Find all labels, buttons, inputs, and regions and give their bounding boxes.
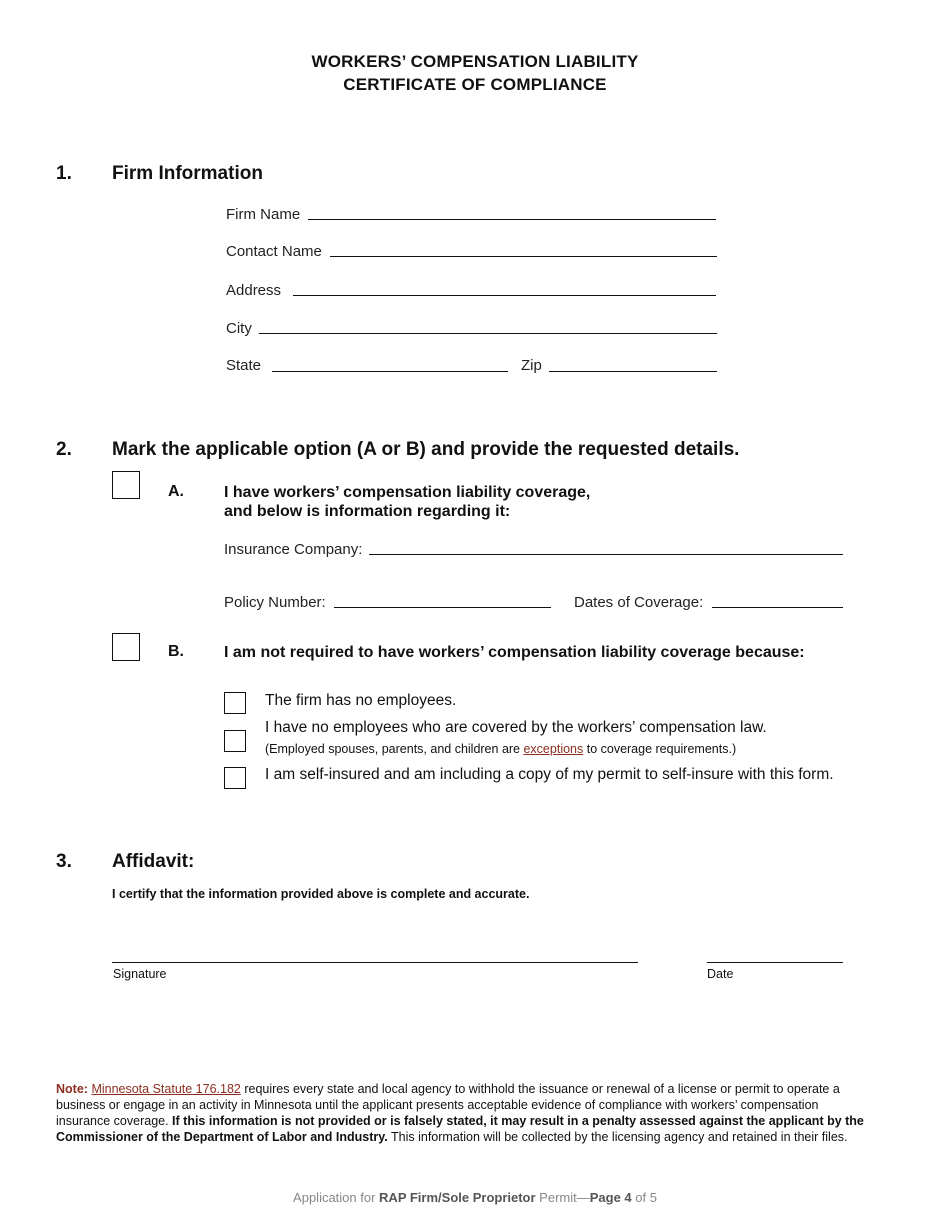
state-field[interactable] bbox=[272, 371, 508, 372]
reason-3-text: I am self-insured and am including a copy of my permit to self-insure with this form. bbox=[265, 766, 834, 783]
section-3-number: 3. bbox=[56, 851, 72, 872]
section-2-number: 2. bbox=[56, 439, 72, 460]
footer-post: of 5 bbox=[631, 1190, 657, 1205]
date-label: Date bbox=[707, 967, 734, 981]
option-a-text bbox=[224, 483, 590, 521]
statute-link[interactable]: Minnesota Statute 176.182 bbox=[91, 1082, 241, 1096]
signature-label: Signature bbox=[113, 967, 167, 981]
title-line-1: WORKERS’ COMPENSATION LIABILITY bbox=[311, 52, 639, 71]
city-label: City bbox=[226, 320, 252, 337]
date-field[interactable] bbox=[707, 962, 843, 963]
reason-2-checkbox[interactable] bbox=[224, 730, 246, 752]
reason-2-note bbox=[265, 742, 736, 756]
dates-of-coverage-field[interactable] bbox=[712, 607, 843, 608]
certify-text: I certify that the information provided above is complete and accurate. bbox=[112, 887, 530, 901]
insurance-company-label: Insurance Company: bbox=[224, 541, 363, 558]
option-a-text-line-2: and below is information regarding it: bbox=[224, 503, 511, 520]
address-label: Address bbox=[226, 282, 282, 299]
note-text-2: This information will be collected by the licensing agency and retained in their files. bbox=[387, 1130, 848, 1144]
firm-name-field[interactable] bbox=[308, 219, 716, 220]
section-1-number: 1. bbox=[56, 163, 72, 184]
option-a-letter: A. bbox=[168, 483, 184, 500]
policy-number-field[interactable] bbox=[334, 607, 551, 608]
option-b-checkbox[interactable] bbox=[112, 633, 140, 661]
reason-2-text: I have no employees who are covered by the workers’ compensation law. bbox=[265, 719, 767, 736]
form-title bbox=[0, 50, 950, 96]
zip-field[interactable] bbox=[549, 371, 717, 372]
footer-permit-type: RAP Firm/Sole Proprietor bbox=[379, 1190, 536, 1205]
state-label: State bbox=[226, 357, 262, 374]
footer-pre: Application for bbox=[293, 1190, 380, 1205]
option-a-checkbox[interactable] bbox=[112, 471, 140, 499]
reason-3-checkbox[interactable] bbox=[224, 767, 246, 789]
address-field[interactable] bbox=[293, 295, 716, 296]
section-2-title: Mark the applicable option (A or B) and provide the requested details. bbox=[112, 439, 740, 460]
section-1-title: Firm Information bbox=[112, 163, 263, 184]
page-footer bbox=[0, 1190, 950, 1205]
statute-note bbox=[56, 1081, 866, 1145]
reason-2-note-pre: (Employed spouses, parents, and children are bbox=[265, 742, 524, 756]
option-b-letter: B. bbox=[168, 643, 184, 660]
dates-of-coverage-label: Dates of Coverage: bbox=[574, 594, 704, 611]
signature-field[interactable] bbox=[112, 962, 638, 963]
contact-name-field[interactable] bbox=[330, 256, 717, 257]
note-text-1: requires every state and local agency to withhold the issuance or renewal of a license or permit to operate a business or engage in an activity in Minnesota until the applicant presents acceptable evidence of compliance with workers’ compensation insurance coverage. bbox=[56, 1082, 840, 1128]
option-b-text: I am not required to have workers’ compensation liability coverage because: bbox=[224, 644, 805, 661]
reason-2-note-post: to coverage requirements.) bbox=[583, 742, 737, 756]
footer-page-label: Page 4 bbox=[589, 1190, 632, 1205]
footer-mid: Permit— bbox=[535, 1190, 590, 1205]
contact-name-label: Contact Name bbox=[226, 243, 322, 260]
insurance-company-field[interactable] bbox=[369, 554, 843, 555]
city-field[interactable] bbox=[259, 333, 717, 334]
title-line-2: CERTIFICATE OF COMPLIANCE bbox=[343, 75, 607, 94]
section-3-title: Affidavit: bbox=[112, 851, 195, 872]
note-bold-text: If this information is not provided or is falsely stated, it may result in a penalty assessed against the applicant by the Commissioner of the Department of Labor and Industry. bbox=[56, 1114, 864, 1144]
exceptions-link[interactable]: exceptions bbox=[523, 742, 584, 756]
reason-1-text: The firm has no employees. bbox=[265, 692, 457, 709]
note-label: Note: bbox=[56, 1082, 88, 1096]
zip-label: Zip bbox=[521, 357, 542, 374]
option-a-text-line-1: I have workers’ compensation liability coverage, bbox=[224, 484, 591, 501]
policy-number-label: Policy Number: bbox=[224, 594, 326, 611]
reason-1-checkbox[interactable] bbox=[224, 692, 246, 714]
firm-name-label: Firm Name bbox=[226, 206, 301, 223]
